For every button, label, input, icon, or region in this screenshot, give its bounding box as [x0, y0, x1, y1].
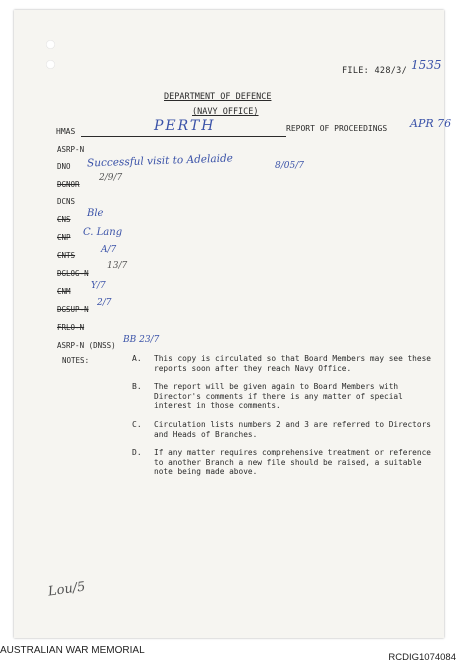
ship-name-handwritten: PERTH: [154, 118, 216, 134]
note-text: The report will be given again to Board Members with Director's comments if there is any matter of special interest in those comments.: [154, 382, 403, 410]
department-heading: DEPARTMENT OF DEFENCE: [164, 92, 272, 102]
file-number-handwritten: 1535: [411, 58, 442, 72]
file-label: FILE: 428/3/: [342, 66, 408, 76]
routing-code: CNM: [57, 287, 71, 296]
routing-code: DGLOG-N: [57, 269, 89, 278]
archive-credit: AUSTRALIAN WAR MEMORIAL: [0, 645, 145, 656]
routing-code: FRLO-N: [57, 323, 85, 332]
routing-code: ASRP-N: [57, 145, 85, 154]
note-letter: A.: [132, 354, 142, 363]
note-text: If any matter requires comprehensive treatment or reference to another Branch a new file should be raised, a suitable note being made above.: [154, 448, 431, 476]
routing-code: CNS: [57, 215, 71, 224]
navy-office-heading: (NAVY OFFICE): [192, 107, 259, 117]
routing-initials: 2/7: [97, 298, 112, 308]
ship-name-line: [81, 136, 286, 137]
routing-code: CNTS: [57, 251, 76, 260]
routing-initials: C. Lang: [83, 227, 123, 238]
bottom-initials: Lou/5: [47, 579, 87, 600]
routing-initials: 8/05/7: [275, 161, 304, 171]
routing-code: DGSUP-N: [57, 305, 89, 314]
note-letter: B.: [132, 382, 142, 391]
note-letter: D.: [132, 448, 142, 457]
routing-initials: 13/7: [107, 261, 128, 271]
note-text: Circulation lists numbers 2 and 3 are referred to Directors and Heads of Branches.: [154, 420, 431, 439]
routing-initials: Y/7: [91, 281, 106, 291]
routing-initials: BB 23/7: [123, 335, 160, 345]
routing-annotation: Successful visit to Adelaide: [86, 152, 234, 170]
routing-initials: 2/9/7: [99, 173, 123, 183]
report-label: REPORT OF PROCEEDINGS: [286, 124, 388, 133]
routing-code: CNP: [57, 233, 71, 242]
archive-reference: RCDIG1074084: [388, 652, 456, 663]
report-month-handwritten: APR 76: [410, 117, 452, 130]
routing-code: ASRP-N (DNSS): [57, 341, 116, 350]
routing-code: DCNS: [57, 197, 76, 206]
document-page: [14, 10, 452, 638]
routing-initials: A/7: [101, 245, 117, 255]
notes-label: NOTES:: [62, 356, 90, 365]
routing-code: DGNOR: [57, 180, 80, 189]
note-text: This copy is circulated so that Board Members may see these reports soon after they reach Navy Office.: [154, 354, 431, 373]
note-letter: C.: [132, 420, 142, 429]
hmas-label: HMAS: [56, 127, 76, 136]
routing-code: DNO: [57, 162, 71, 171]
routing-initials: Ble: [87, 208, 104, 219]
